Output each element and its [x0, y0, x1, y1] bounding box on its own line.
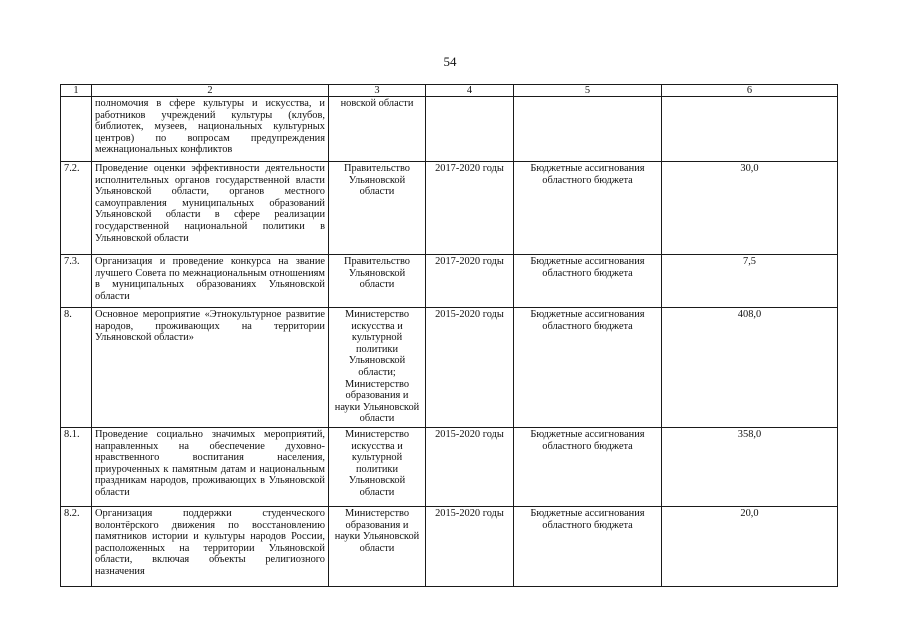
row-number-cell: 8.: [61, 308, 92, 428]
funding-source-cell: Бюджетные ассигнования областного бюджета: [514, 308, 662, 428]
executor-cell: Министерство искусства и культурной политики Ульяновской области; Министерство образования и науки Ульяновской области: [329, 308, 426, 428]
table-row: [61, 162, 838, 255]
row-number-cell: 7.2.: [61, 162, 92, 255]
activity-name-cell: полномочия в сфере культуры и искусства, и работников учреждений культуры (клубов, библиотек, музеев, национальных культурных центров) по вопросам предупреждения межнациональных конфликтов: [92, 97, 329, 162]
table-row: [61, 507, 838, 587]
amount-cell: 20,0: [662, 507, 838, 587]
executor-cell: Правительство Ульяновской области: [329, 162, 426, 255]
activity-name-cell: Организация поддержки студенческого волонтёрского движения по восстановлению памятников истории и культуры народов России, расположенных на территории Ульяновской области, включая объекты религиозного назначения: [92, 507, 329, 587]
row-number-cell: [61, 97, 92, 162]
period-cell: 2017-2020 годы: [426, 162, 514, 255]
period-cell: 2017-2020 годы: [426, 255, 514, 308]
column-header-2: 2: [92, 85, 329, 97]
column-header-1: 1: [61, 85, 92, 97]
executor-cell: Правительство Ульяновской области: [329, 255, 426, 308]
activity-name-cell: Проведение оценки эффективности деятельности исполнительных органов государственной власти Ульяновской области, органов местного самоуправления муниципальных образований Ульяновской области в сфере реализации государственной национальной политики в Ульяновской области: [92, 162, 329, 255]
column-header-6: 6: [662, 85, 838, 97]
program-activities-table: [60, 84, 838, 587]
activity-name-cell: Организация и проведение конкурса на звание лучшего Совета по межнациональным отношениям в муниципальных образованиях Ульяновской области: [92, 255, 329, 308]
funding-source-cell: Бюджетные ассигнования областного бюджета: [514, 162, 662, 255]
executor-cell: новской области: [329, 97, 426, 162]
executor-cell: Министерство образования и науки Ульяновской области: [329, 507, 426, 587]
activity-name-cell: Проведение социально значимых мероприятий, направленных на обеспечение духовно-нравственного воспитания населения, приуроченных к памятным датам и национальным праздникам народов, проживающих в Ульяновской области: [92, 428, 329, 507]
period-cell: 2015-2020 годы: [426, 507, 514, 587]
funding-source-cell: Бюджетные ассигнования областного бюджета: [514, 255, 662, 308]
executor-cell: Министерство искусства и культурной политики Ульяновской области: [329, 428, 426, 507]
period-cell: 2015-2020 годы: [426, 428, 514, 507]
column-header-4: 4: [426, 85, 514, 97]
amount-cell: 358,0: [662, 428, 838, 507]
funding-source-cell: [514, 97, 662, 162]
row-number-cell: 7.3.: [61, 255, 92, 308]
table-header-row: [61, 85, 838, 97]
column-header-5: 5: [514, 85, 662, 97]
page-number: 54: [443, 54, 457, 69]
table-row: [61, 308, 838, 428]
column-header-3: 3: [329, 85, 426, 97]
funding-source-cell: Бюджетные ассигнования областного бюджета: [514, 428, 662, 507]
table-row: [61, 97, 838, 162]
table-row: [61, 428, 838, 507]
amount-cell: 7,5: [662, 255, 838, 308]
funding-source-cell: Бюджетные ассигнования областного бюджета: [514, 507, 662, 587]
period-cell: 2015-2020 годы: [426, 308, 514, 428]
table-row: [61, 255, 838, 308]
row-number-cell: 8.2.: [61, 507, 92, 587]
activity-name-cell: Основное мероприятие «Этнокультурное развитие народов, проживающих на территории Ульяновской области»: [92, 308, 329, 428]
period-cell: [426, 97, 514, 162]
amount-cell: 408,0: [662, 308, 838, 428]
amount-cell: 30,0: [662, 162, 838, 255]
row-number-cell: 8.1.: [61, 428, 92, 507]
amount-cell: [662, 97, 838, 162]
